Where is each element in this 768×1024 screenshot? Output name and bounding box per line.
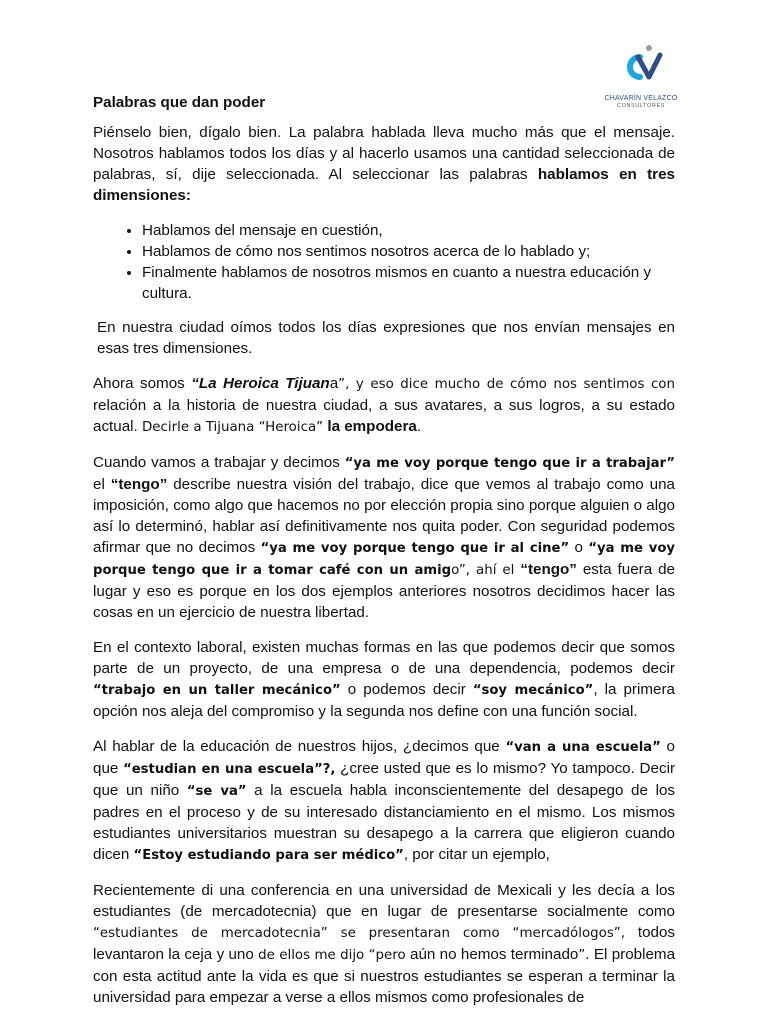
document-title: Palabras que dan poder	[93, 94, 266, 111]
paragraph-educacion: Al hablar de la educación de nuestros hijos, ¿decimos que “van a una escuela” o que “estudian en una escuela”?, ¿cree usted que es lo mismo? Yo tampoco. Decir que un niño “se va” a la escuela habla inconscientemente del desapego de los padres en el proceso y de su interesado distanciamiento en el mismo. Los mismos estudiantes universitarios muestran su desapego a la carrera que eligieron cuando dicen “Estoy estudiando para ser médico”, por citar un ejemplo,	[93, 738, 675, 863]
paragraph-tengo: Cuando vamos a trabajar y decimos “ya me voy porque tengo que ir a trabajar” el “tengo” describe nuestra visión del trabajo, dice que vemos al trabajo como una imposición, como algo que hacemos no por elección propia sino porque alguien o algo así lo determinó, hablar así definitivamente nos quita poder. Con seguridad podemos afirmar que no decimos “ya me voy porque tengo que ir al cine” o “ya me voy porque tengo que ir a tomar café con un amigo”, ahí el “tengo” esta fuera de lugar y eso es porque en los dos ejemplos anteriores nosotros decidimos hacer las cosas en un ejercicio de nuestra libertad.	[93, 454, 675, 621]
dimensions-list	[93, 220, 675, 304]
list-item: • Hablamos de cómo nos sentimos nosotros acerca de lo hablado y;	[142, 241, 675, 262]
paragraph-conferencia: Recientemente di una conferencia en una universidad de Mexicali y les decía a los estudiantes (de mercadotecnia) que en lugar de presentarse socialmente como “estudiantes de mercadotecnia” se presentaran como “mercadólogos”, todos levantaron la ceja y uno de ellos me dijo “pero aún no hemos terminado”. El problema con esta actitud ante la vida es que si nuestros estudiantes se esperan a terminar la universidad para empezar a verse a ellos mismos como profesionales de	[93, 882, 676, 1006]
paragraph-intro: Piénselo bien, dígalo bien. La palabra hablada lleva mucho más que el mensaje. Nosotros hablamos todos los días y al hacerlo usamos una cantidad seleccionada de palabras, sí, dije seleccionada. Al seleccionar las palabras hablamos en tres dimensiones:	[93, 124, 675, 204]
cv-logo-mark-icon	[618, 40, 664, 86]
list-item: • Hablamos del mensaje en cuestión,	[142, 220, 675, 241]
logo-company-subtitle: CONSULTORES	[617, 103, 665, 109]
document-body	[93, 92, 675, 1022]
list-item: • Finalmente hablamos de nosotros mismos en cuanto a nuestra educación y cultura.	[142, 262, 675, 304]
paragraph-laboral: En el contexto laboral, existen muchas formas en las que podemos decir que somos parte de un proyecto, de una empresa o de una dependencia, podemos decir “trabajo en un taller mecánico” o podemos decir “soy mecánico”, la primera opción nos aleja del compromiso y la segunda nos define con una función social.	[93, 639, 675, 720]
logo-company-name: CHAVARÍN VELAZCO	[604, 95, 678, 102]
paragraph-city: En nuestra ciudad oímos todos los días expresiones que nos envían mensajes en esas tres dimensiones.	[97, 319, 675, 357]
paragraph-heroica: Ahora somos “La Heroica Tijuana”, y eso dice mucho de cómo nos sentimos con relación a la historia de nuestra ciudad, a sus avatares, a sus logros, a su estado actual. Decirle a Tijuana “Heroica” la empodera.	[93, 375, 675, 435]
